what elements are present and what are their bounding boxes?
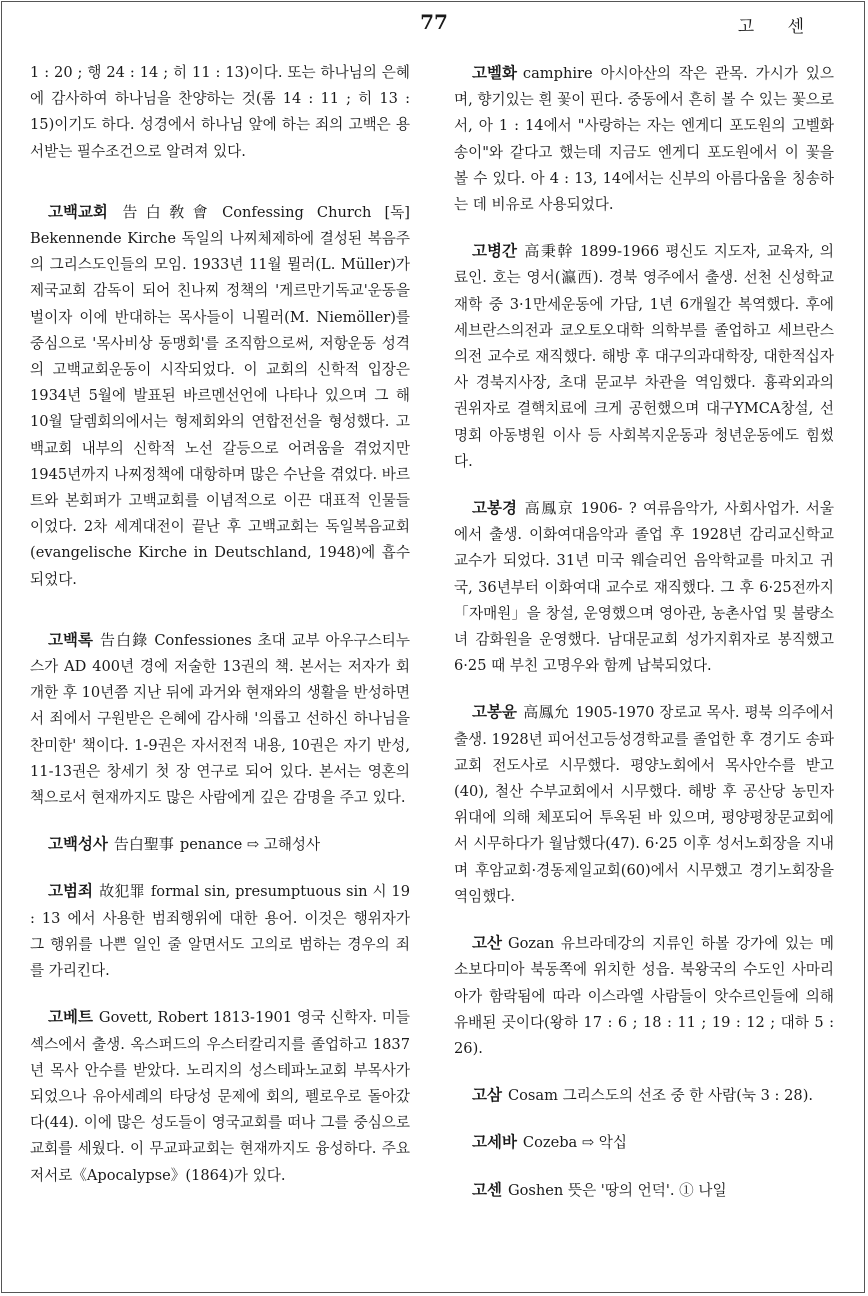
- entry-gobaek-seongsa: [30, 831, 410, 858]
- entry-text: ⇨ 고해성사: [246, 836, 321, 854]
- entry-term: 고범죄: [48, 882, 93, 901]
- entry-text: 유브라데강의 지류인 하볼 강가에 있는 메소보다미아 북동쪽에 위치한 성읍. 북왕국의 수도인 사마리아가 함락됨에 따라 이스라엘 사람들이 앗수르인들에 의해 유배된 곳이다(왕하 17 : 6 ; 18 : 11 ; 19 : 12 ; 대하 5 : 26).: [454, 935, 835, 1057]
- right-column: [454, 60, 834, 1204]
- entry-foreign: 1905-1970: [575, 704, 655, 722]
- entry-text: 시 19 : 13 에서 사용한 범죄행위에 대한 용어. 이것은 행위자가 그 행위를 나쁜 일인 줄 알면서도 고의로 범하는 경우의 죄를 가리킨다.: [30, 883, 410, 980]
- entry-gobaek-gyohoe: [30, 199, 410, 593]
- entry-text: 장로교 목사. 평북 의주에서 출생. 1928년 피어선고등성경학교를 졸업한 후 경기도 송파교회 전도사로 시무했다. 평양노회에서 목사안수를 받고(40), 철산 수부교회에서 시무했다. 해방 후 공산당 농민자위대에 의해 체포되어 투옥된 바 있으며, 평양평창문교회에서 시무하다가 월남했다(47). 6·25 이후 성서노회장을 지내며 후암교회·경동제일교회(60)에서 시무했고 경기노회장을 역임했다.: [454, 704, 834, 905]
- entry-text: 아시아산의 작은 관목. 가시가 있으며, 향기있는 흰 꽃이 핀다. 중동에서 흔히 볼 수 있는 꽃으로서, 아 1 : 14에서 "사랑하는 자는 엔게디 포도원의 고벨화 송이"와 같다고 했는데 지금도 엔게디 포도원에서 이 꽃을 볼 수 있다. 아 4 : 13, 14에서는 신부의 아름다움을 칭송하는 데 비유로 사용되었다.: [454, 65, 835, 214]
- entry-foreign: Goshen: [507, 1181, 564, 1199]
- entry-gosam: [454, 1082, 834, 1109]
- entry-text: [독] Bekennende Kirche 독일의 나찌체제하에 결성된 복음주의 그리스도인들의 모임. 1933년 11월 뮐러(L. Müller)가 제국교회 감독이 되어 친나찌 정책의 '게르만기독교'운동을 벌이자 이에 반대하는 목사들이 니묄러(M. Niemöller)를 중심으로 '목사비상 동맹회'를 조직함으로써, 저항운동 성격의 고백교회운동이 시작되었다. 이 교회의 신학적 입장은 1934년 5월에 발표된 바르멘선언에 나타나 있으며 그 해 10월 달렘회의에서는 형제회와의 연합전선을 형성했다. 고백교회 내부의 신학적 노선 갈등으로 어려움을 겪었지만 1945년까지 나찌정책에 대항하며 많은 수난을 겪었다. 바르트와 본회퍼가 고백교회를 이념적으로 이끈 대표적 인물들이었다. 2차 세계대전이 끝난 후 고백교회는 독일복음교회(evangelische Kirche in Deutschland, 1948)에 흡수되었다.: [30, 203, 410, 588]
- entry-hanja: 告白錄: [98, 630, 149, 649]
- entry-text: ⇨ 악십: [581, 1134, 627, 1152]
- entry-foreign: 1906- ?: [580, 500, 637, 518]
- entry-foreign: camphire: [522, 65, 593, 82]
- entry-text: 평신도 지도자, 교육자, 의료인. 호는 영서(瀛西). 경북 영주에서 출생. 선천 신성학교 재학 중 3·1만세운동에 가담, 1년 6개월간 복역했다. 후에 세브란스의전과 쿄오토오대학 의학부를 졸업하고 세브란스의전 교수로 재직했다. 해방 후 대구의과대학장, 대한적십자사 경북지사장, 초대 문교부 차관을 역임했다. 흉곽외과의 권위자로 결핵치료에 크게 공헌했으며 대구YMCA창설, 선명회 아동병원 이사 등 사회복지운동과 청년운동에도 힘썼다.: [454, 243, 835, 470]
- entry-term: 고봉경: [472, 499, 517, 518]
- running-head: 고 센: [737, 17, 818, 37]
- entry-term: 고백성사: [48, 835, 108, 854]
- entry-gosen: [454, 1177, 834, 1204]
- entry-term: 고삼: [472, 1086, 502, 1105]
- entry-hanja: 告白敎會: [113, 202, 217, 221]
- entry-term: 고베트: [48, 1008, 93, 1027]
- entry-foreign: Confessing Church: [222, 203, 372, 221]
- entry-foreign: Cosam: [507, 1087, 558, 1105]
- entry-term: 고세바: [472, 1133, 517, 1152]
- entry-foreign: Confessiones: [154, 631, 252, 649]
- entry-term: 고병간: [472, 242, 517, 261]
- entry-term: 고백록: [48, 630, 93, 649]
- entry-term: 고센: [472, 1180, 502, 1199]
- left-column: [30, 60, 410, 1189]
- entry-gobeomjoe: [30, 878, 410, 984]
- entry-hanja: 高鳳允: [522, 703, 570, 722]
- entry-term: 고벨화: [472, 64, 517, 82]
- entry-gobaengnok: [30, 627, 410, 811]
- entry-hanja: 故犯罪: [98, 882, 145, 901]
- entry-gobonggyeong: [454, 495, 834, 679]
- entry-foreign: Govett, Robert 1813-1901: [98, 1009, 293, 1027]
- entry-gobeteu: [30, 1004, 410, 1188]
- entry-gobongyun: [454, 699, 834, 910]
- entry-text: 그리스도의 선조 중 한 사람(눅 3 : 28).: [562, 1087, 814, 1105]
- entry-hanja: 高鳳京: [522, 499, 575, 518]
- entry-hanja: 告白聖事: [113, 835, 174, 854]
- entry-foreign: penance: [179, 836, 243, 854]
- entry-text: 1 : 20 ; 행 24 : 14 ; 히 11 : 13)이다. 또는 하나님의 은혜에 감사하여 하나님을 찬양하는 것(롬 14 : 11 ; 히 13 : 15)이기도 하다. 성경에서 하나님 앞에 하는 죄의 고백은 용서받는 필수조건으로 알려져 있다.: [30, 64, 410, 160]
- entry-hanja: 高秉幹: [522, 242, 574, 261]
- entry-term: 고산: [472, 934, 502, 953]
- entry-term: 고백교회: [48, 202, 108, 221]
- entry-gosan: [454, 930, 834, 1062]
- entry-gobyeonggan: [454, 238, 834, 475]
- entry-gobelhwa: [454, 60, 834, 218]
- entry-text: 뜻은 '땅의 언덕'. ① 나일: [567, 1181, 727, 1199]
- entry-continuation: [30, 60, 410, 165]
- entry-foreign: Gozan: [507, 935, 555, 953]
- entry-text: 영국 신학자. 미들섹스에서 출생. 옥스퍼드의 우스터칼리지를 졸업하고 1837년 목사 안수를 받았다. 노리지의 성스테파노교회 부목사가 되었으나 유아세례의 타당성 문제에 회의, 펠로우로 돌아갔다(44). 이에 많은 성도들이 영국교회를 떠나 그를 중심으로 교회를 세웠다. 이 무교파교회는 현재까지도 융성하다. 주요 저서로《Apocalypse》(1864)가 있다.: [30, 1009, 411, 1184]
- entry-foreign: 1899-1966: [579, 243, 660, 261]
- page-number: 77: [420, 10, 448, 34]
- entry-text: 초대 교부 아우구스티누스가 AD 400년 경에 저술한 13권의 책. 본서는 저자가 회개한 후 10년쯤 지난 뒤에 과거와 현재와의 생활을 반성하면서 죄에서 구원받은 은혜에 감사해 '의롭고 선하신 하나님을 찬미한' 책이다. 1-9권은 자서전적 내용, 10권은 자기 반성, 11-13권은 창세기 첫 장 연구로 되어 있다. 본서는 영혼의 책으로서 현재까지도 많은 사람에게 깊은 감명을 주고 있다.: [30, 631, 410, 807]
- entry-foreign: Cozeba: [522, 1134, 578, 1152]
- entry-goseba: [454, 1129, 834, 1156]
- entry-term: 고봉윤: [472, 703, 517, 722]
- entry-text: 여류음악가, 사회사업가. 서울에서 출생. 이화여대음악과 졸업 후 1928년 감리교신학교 교수가 되었다. 31년 미국 웨슬리언 음악학교를 마치고 귀국, 36년부터 이화여대 교수로 재직했다. 그 후 6·25전까지 「자매원」을 창설, 운영했으며 영아관, 농촌사업 및 불량소녀 감화원을 운영했다. 남대문교회 성가지휘자로 봉직했고 6·25 때 부친 고명우와 함께 납북되었다.: [454, 500, 834, 675]
- entry-foreign: formal sin, presumptuous sin: [150, 883, 368, 901]
